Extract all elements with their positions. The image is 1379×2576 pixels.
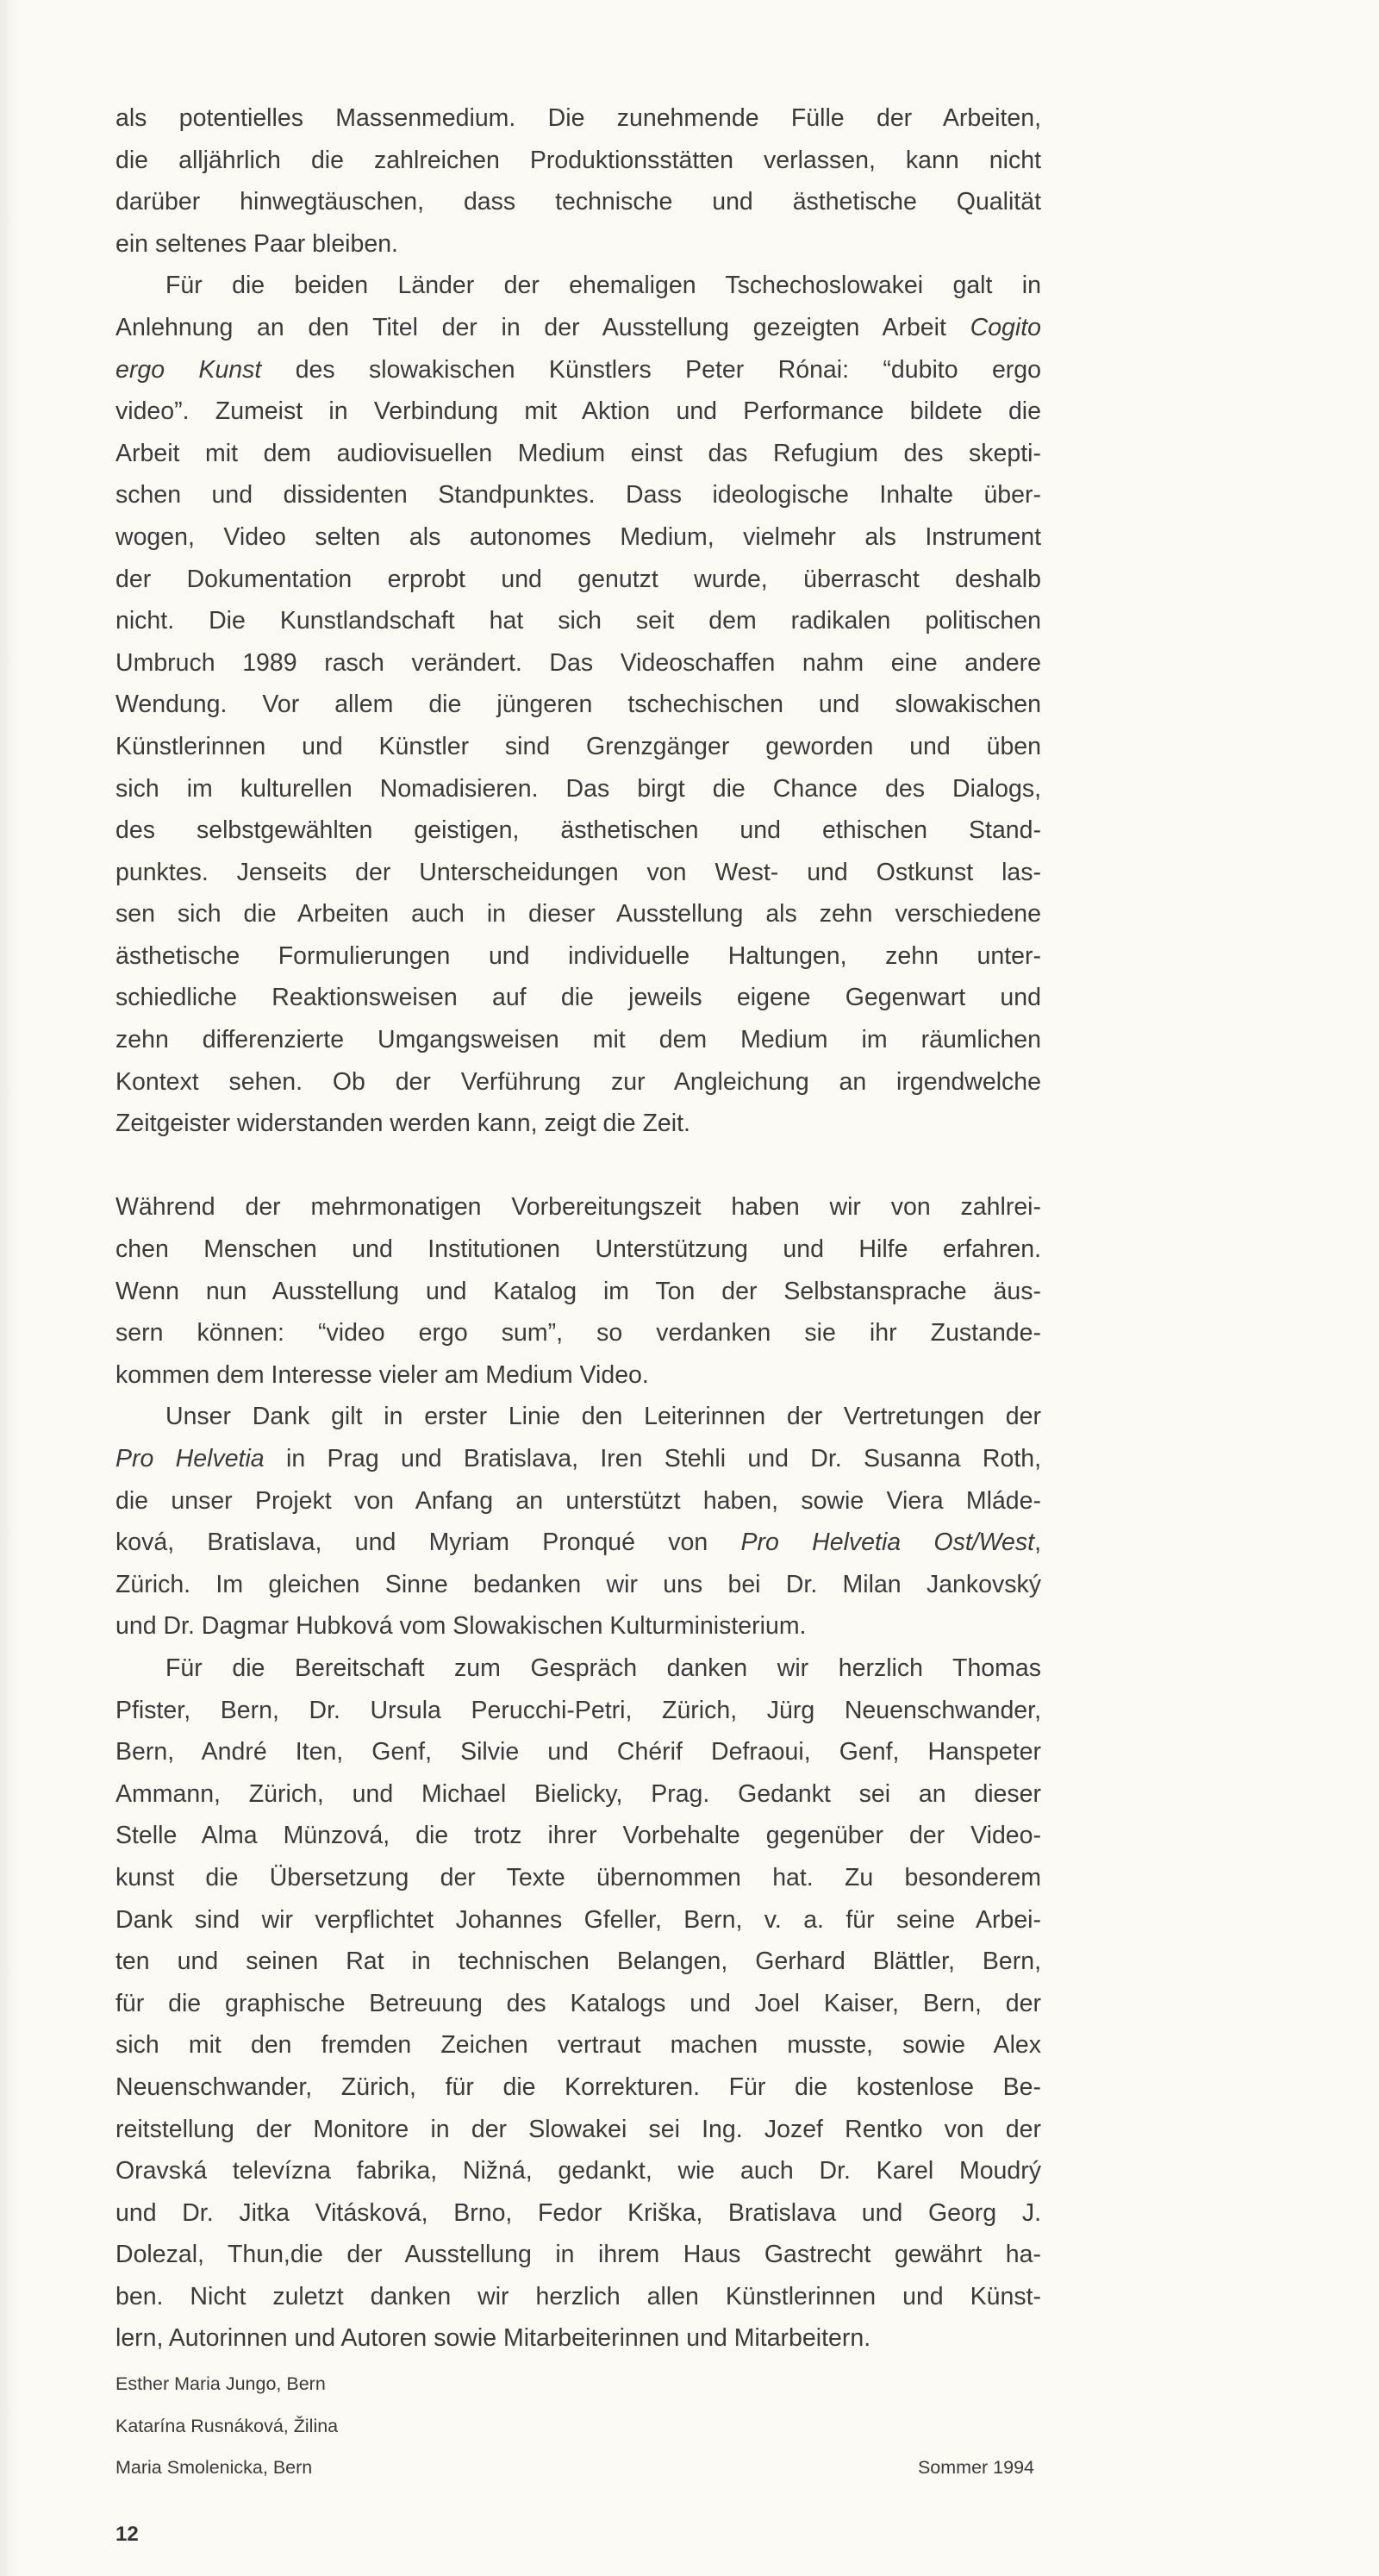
text-line	[115, 516, 1041, 559]
text-line	[115, 2150, 1041, 2192]
paragraph	[115, 1396, 1041, 1648]
text-span: video”. Zumeist in Verbindung mit Aktion und Performance bildete die	[115, 397, 1041, 426]
text-span: Dank sind wir verpflichtet Johannes Gfeller, Bern, v. a. für seine Arbei-	[115, 1905, 1041, 1934]
italic-text: ergo Kunst	[115, 355, 262, 384]
text-span: wogen, Video selten als autonomes Medium, vielmehr als Instrument	[115, 522, 1041, 551]
text-span: ten und seinen Rat in technischen Belangen, Gerhard Blättler, Bern,	[115, 1948, 1041, 1976]
text-span: die unser Projekt von Anfang an unterstützt haben, sowie Viera Mláde-	[115, 1486, 1041, 1515]
text-span: Wenn nun Ausstellung und Katalog im Ton der Selbstansprache äus-	[115, 1277, 1041, 1305]
text-line	[115, 265, 1041, 307]
signature-name: Esther Maria Jungo, Bern	[115, 2373, 326, 2394]
text-line	[115, 1103, 1041, 1145]
text-span: Wendung. Vor allem die jüngeren tschechischen und slowakischen	[115, 691, 1041, 719]
paragraph	[115, 1648, 1041, 2360]
text-span: des slowakischen Künstlers Peter Rónai: “dubito ergo	[261, 355, 1041, 384]
text-line	[115, 2192, 1041, 2235]
text-line	[115, 1605, 1041, 1648]
paragraph	[115, 97, 1041, 265]
text-line	[115, 1815, 1041, 1857]
text-span: für die graphische Betreuung des Katalogs und Joel Kaiser, Bern, der	[115, 1989, 1041, 2017]
text-line	[115, 1438, 1041, 1480]
text-span: ästhetische Formulierungen und individuelle Haltungen, zehn unter-	[115, 941, 1041, 970]
text-span: der Dokumentation erprobt und genutzt wurde, überrascht deshalb	[115, 565, 1041, 593]
text-span: kommen dem Interesse vieler am Medium Video.	[115, 1360, 649, 1389]
text-span: Während der mehrmonatigen Vorbereitungszeit haben wir von zahlrei-	[115, 1193, 1041, 1222]
text-line	[115, 307, 1041, 349]
text-line	[115, 433, 1041, 475]
text-span: Anlehnung an den Titel der in der Ausstellung gezeigten Arbeit	[115, 313, 970, 341]
text-line	[115, 1564, 1041, 1606]
text-span: Für die beiden Länder der ehemaligen Tschechoslowakei galt in	[165, 272, 1041, 300]
text-span: und Dr. Jitka Vitásková, Brno, Fedor Kriška, Bratislava und Georg J.	[115, 2198, 1041, 2227]
text-span: Zeitgeister widerstanden werden kann, zeigt die Zeit.	[115, 1110, 690, 1138]
text-span: zehn differenzierte Umgangsweisen mit dem Medium im räumlichen	[115, 1026, 1041, 1054]
text-line	[115, 391, 1041, 433]
text-line	[115, 600, 1041, 642]
text-line	[115, 977, 1041, 1019]
text-span: sen sich die Arbeiten auch in dieser Ausstellung als zehn verschiedene	[115, 900, 1041, 928]
italic-text: Pro Helvetia Ost/West	[740, 1529, 1035, 1557]
text-line	[115, 1186, 1041, 1229]
signature-name: Katarína Rusnáková, Žilina	[115, 2415, 339, 2436]
text-span: ben. Nicht zuletzt danken wir herzlich allen Künstlerinnen und Künst-	[115, 2282, 1041, 2310]
text-span: Ammann, Zürich, und Michael Bielicky, Prag. Gedankt sei an dieser	[115, 1779, 1041, 1808]
text-span: Künstlerinnen und Künstler sind Grenzgänger geworden und üben	[115, 732, 1041, 760]
text-line	[115, 935, 1041, 978]
text-span: Neuenschwander, Zürich, für die Korrekturen. Für die kostenlose Be-	[115, 2073, 1041, 2101]
text-span: nicht. Die Kunstlandschaft hat sich seit dem radikalen politischen	[115, 607, 1041, 635]
text-line	[115, 726, 1041, 768]
text-span: Arbeit mit dem audiovisuellen Medium einst das Refugium des skepti-	[115, 439, 1041, 467]
text-line	[115, 1019, 1041, 1061]
text-span: als potentielles Massenmedium. Die zunehmende Fülle der Arbeiten,	[115, 104, 1041, 132]
text-span: Zürich. Im gleichen Sinne bedanken wir uns bei Dr. Milan Jankovský	[115, 1570, 1041, 1598]
text-line	[115, 852, 1041, 894]
italic-text: Cogito	[970, 313, 1041, 341]
text-line	[115, 474, 1041, 516]
text-span: sern können: “video ergo sum”, so verdanken sie ihr Zustande-	[115, 1319, 1041, 1347]
text-line	[115, 2234, 1041, 2276]
text-line	[115, 2066, 1041, 2109]
text-span: Kontext sehen. Ob der Verführung zur Angleichung an irgendwelche	[115, 1067, 1041, 1096]
text-line	[115, 1731, 1041, 1773]
text-span: ková, Bratislava, und Myriam Pronqué von	[115, 1529, 741, 1557]
text-line	[115, 1941, 1041, 1983]
text-span: sich im kulturellen Nomadisieren. Das birgt die Chance des Dialogs,	[115, 774, 1041, 803]
text-line	[115, 1480, 1041, 1522]
page-number: 12	[115, 2523, 139, 2546]
text-line	[115, 642, 1041, 685]
text-line	[115, 768, 1041, 810]
text-span: Oravská televízna fabrika, Nižná, gedankt, wie auch Dr. Karel Moudrý	[115, 2157, 1041, 2185]
italic-text: Pro Helvetia	[115, 1445, 265, 1472]
signature-line	[115, 2447, 1034, 2489]
text-span: Für die Bereitschaft zum Gespräch danken wir herzlich Thomas	[165, 1654, 1041, 1682]
text-line	[115, 1396, 1041, 1438]
signatures	[115, 2363, 1034, 2489]
text-line	[115, 1271, 1041, 1313]
text-span: des selbstgewählten geistigen, ästhetischen und ethischen Stand-	[115, 816, 1041, 845]
signature-line	[115, 2363, 1034, 2405]
text-span: schen und dissidenten Standpunktes. Dass ideologische Inhalte über-	[115, 481, 1041, 510]
text-line	[115, 893, 1041, 935]
text-line	[115, 1354, 1041, 1397]
text-line	[115, 349, 1041, 391]
signature-name: Maria Smolenicka, Bern	[115, 2457, 313, 2478]
text-span: und Dr. Dagmar Hubková vom Slowakischen Kulturministerium.	[115, 1612, 807, 1641]
body-text	[115, 97, 1041, 2360]
text-span: chen Menschen und Institutionen Unterstützung und Hilfe erfahren.	[115, 1235, 1041, 1264]
page-binding-shadow	[0, 0, 19, 2576]
text-span: Unser Dank gilt in erster Linie den Leiterinnen der Vertretungen der	[165, 1403, 1041, 1431]
text-line	[115, 1690, 1041, 1732]
text-span: schiedliche Reaktionsweisen auf die jeweils eigene Gegenwart und	[115, 984, 1041, 1012]
text-line	[115, 1648, 1041, 1690]
text-line	[115, 97, 1041, 140]
text-line	[115, 1773, 1041, 1816]
date: Sommer 1994	[917, 2457, 1034, 2478]
text-line	[115, 2109, 1041, 2151]
signature-line	[115, 2405, 1034, 2448]
text-span: in Prag und Bratislava, Iren Stehli und Dr. Susanna Roth,	[264, 1445, 1041, 1472]
text-line	[115, 1899, 1041, 1941]
text-span: lern, Autorinnen und Autoren sowie Mitarbeiterinnen und Mitarbeitern.	[115, 2324, 871, 2353]
text-line	[115, 223, 1041, 266]
text-line	[115, 1857, 1041, 1899]
text-line	[115, 181, 1041, 223]
text-span: sich mit den fremden Zeichen vertraut machen musste, sowie Alex	[115, 2031, 1041, 2060]
text-line	[115, 1061, 1041, 1104]
text-line	[115, 1229, 1041, 1271]
text-line	[115, 1312, 1041, 1354]
text-line	[115, 140, 1041, 182]
text-span: reitstellung der Monitore in der Slowakei sei Ing. Jozef Rentko von der	[115, 2115, 1041, 2143]
text-line	[115, 684, 1041, 726]
text-line	[115, 559, 1041, 601]
text-span: Bern, André Iten, Genf, Silvie und Chérif Defraoui, Genf, Hanspeter	[115, 1738, 1041, 1766]
text-span: darüber hinwegtäuschen, dass technische und ästhetische Qualität	[115, 188, 1041, 216]
text-line	[115, 2317, 1041, 2360]
text-span: punktes. Jenseits der Unterscheidungen von West- und Ostkunst las-	[115, 858, 1041, 886]
text-span: Stelle Alma Münzová, die trotz ihrer Vorbehalte gegenüber der Video-	[115, 1822, 1041, 1850]
text-span: die alljährlich die zahlreichen Produktionsstätten verlassen, kann nicht	[115, 146, 1041, 174]
text-line	[115, 1983, 1041, 2025]
text-span: ein seltenes Paar bleiben.	[115, 229, 398, 258]
text-span: ,	[1034, 1529, 1041, 1557]
text-span: Umbruch 1989 rasch verändert. Das Videoschaffen nahm eine andere	[115, 648, 1041, 677]
text-line	[115, 2276, 1041, 2318]
text-span: Pfister, Bern, Dr. Ursula Perucchi-Petri, Zürich, Jürg Neuenschwander,	[115, 1696, 1041, 1724]
text-span: Dolezal, Thun,die der Ausstellung in ihrem Haus Gastrecht gewährt ha-	[115, 2241, 1041, 2269]
text-line	[115, 2024, 1041, 2066]
text-span: kunst die Übersetzung der Texte übernommen hat. Zu besonderem	[115, 1863, 1041, 1891]
text-line	[115, 1522, 1041, 1564]
paragraph-gap	[115, 1145, 1041, 1187]
paragraph	[115, 265, 1041, 1144]
text-line	[115, 810, 1041, 852]
paragraph	[115, 1186, 1041, 1396]
